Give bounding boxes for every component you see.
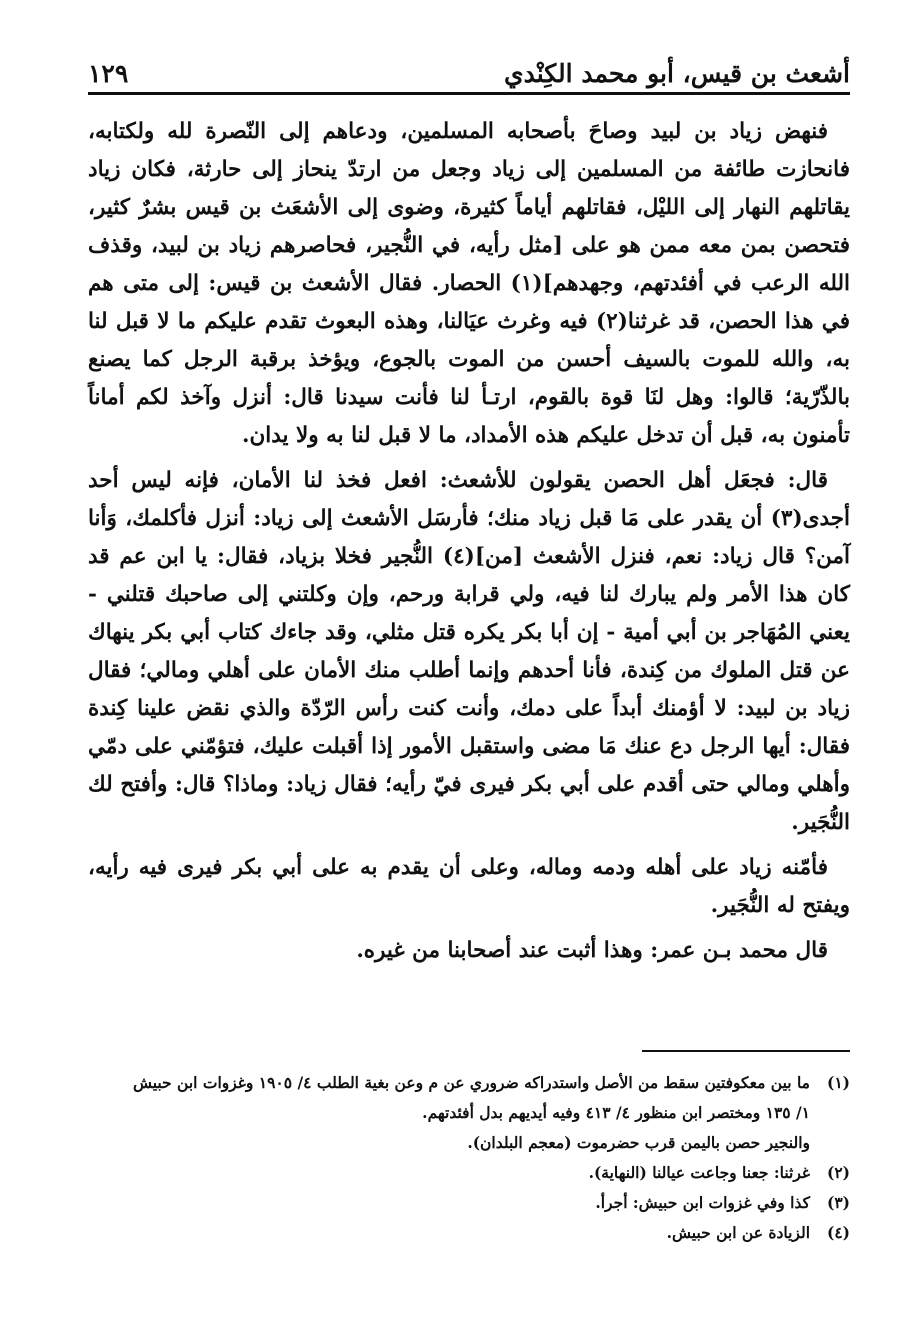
footnote-text [88,1068,810,1158]
footnote-text [88,1218,810,1248]
body-text [88,113,850,970]
paragraph: فنهض زياد بن لبيد وصاحَ بأصحابه المسلمين، ودعاهم إلى النّصرة لله ولكتابه، فانحازت طائفة من المسلمين إلى زياد وجعل من ارتدّ ينحاز إلى حارثة، فكان زياد يقاتلهم النهار إلى الليْل، فقاتلهم أياماً كثيرة، وضوى إلى الأشعَث بن قيس بشرٌ كثير، فتحصن بمن معه ممن هو على [مثل رأيه، في النُّجير، فحاصرهم زياد بن لبيد، وقذف الله الرعب في أفئدتهم، وجهدهم](١) الحصار. فقال الأشعث بن قيس: إلى متى هم في هذا الحصن، قد غرثنا(٢) فيه وغرث عيَالنا، وهذه البعوث تقدم عليكم ما لا قبل لنا به، والله للموت بالسيف أحسن من الموت بالجوع، ويؤخذ برقبة الرجل كما يصنع بالذّرّية؛ قالوا: وهل لنَا قوة بالقوم، ارتـأ لنا فأنت سيدنا قال: أنزل وآخذ لكم أماناً تأمنون به، قبل أن تدخل عليكم هذه الأمداد، ما لا قبل لنا به ولا يدان. [88,119,851,448]
running-header [88,42,850,92]
footnote-line: والنجير حصن باليمن قرب حضرموت (معجم البلدان). [467,1133,810,1152]
paragraph: قال: فجعَل أهل الحصن يقولون للأشعث: افعل فخذ لنا الأمان، فإنه ليس أحد أجدى(٣) أن يقدر على مَا قبل زياد منك؛ فأرسَل الأشعث إلى زياد: أنزل فأكلمك، وَأنا آمن؟ قال زياد: نعم، فنزل الأشعث [من](٤) النُّجير فخلا بزياد، فقال: يا ابن عم قد كان هذا الأمر ولم يبارك لنا فيه، ولي قرابة ورحم، وإن وكلتني إلى صاحبك قتلني - يعني المُهَاجر بن أبي أمية - إن أبا بكر يكره قتل مثلي، وقد جاءك كتاب أبي بكر ينهاك عن قتل الملوك من كِندة، فأنا أحدهم وإنما أطلب منك الأمان على أهلي ومالي؛ فقال زياد بن لبيد: لا أؤمنك أبداً على دمك، وأنت كنت رأس الرّدّة والذي نقض علينا كِندة فقال: أيها الرجل دع عنك مَا مضى واستقبل الأمور إذا أقبلت عليك، فتؤمّني على دمّي وأهلي ومالي حتى أقدم على أبي بكر فيرى فيّ رأيه؛ فقال زياد: وماذا؟ قال: وأفتح لك النُّجَير. [88,468,850,835]
footnote-number: (٣) [826,1193,850,1212]
footnote-number: (٢) [826,1163,850,1182]
book-page [88,0,850,1343]
footnote [88,1068,850,1158]
footnote-text [88,1158,810,1188]
footnote-number: (٤) [826,1223,850,1242]
footnotes [88,1068,850,1248]
footnote [88,1188,850,1218]
paragraph: قال محمد بـن عمر: وهذا أثبت عند أصحابنا من غيره. [356,938,828,963]
footnote-line: الزيادة عن ابن حبيش. [666,1223,810,1242]
footnote [88,1218,850,1248]
page-number: ١٢٩ [88,59,129,88]
footnote-line: ما بين معكوفتين سقط من الأصل واستدراكه ضروري عن م وعن بغية الطلب ٤/ ١٩٠٥ وغزوات ابن حبيش [132,1073,810,1092]
footnote-line: كذا وفي غزوات ابن حبيش: أجرأ. [595,1193,810,1212]
footnote-line: غرثنا: جعنا وجاعت عيالنا (النهاية). [588,1163,810,1182]
footnote-number: (١) [826,1073,850,1092]
footnote [88,1158,850,1188]
footnote-text [88,1188,810,1218]
paragraph: فأمّنه زياد على أهله ودمه وماله، وعلى أن يقدم به على أبي بكر فيرى فيه رأيه، ويفتح له النُّجَير. [88,855,850,918]
footnote-separator [642,1050,850,1052]
header-rule [88,92,850,95]
header-title: أشعث بن قيس، أبو محمد الكِنْدي [504,59,850,88]
footnote-line: ١/ ١٣٥ ومختصر ابن منظور ٤/ ٤١٣ وفيه أيديهم بدل أفئدتهم. [422,1103,810,1122]
